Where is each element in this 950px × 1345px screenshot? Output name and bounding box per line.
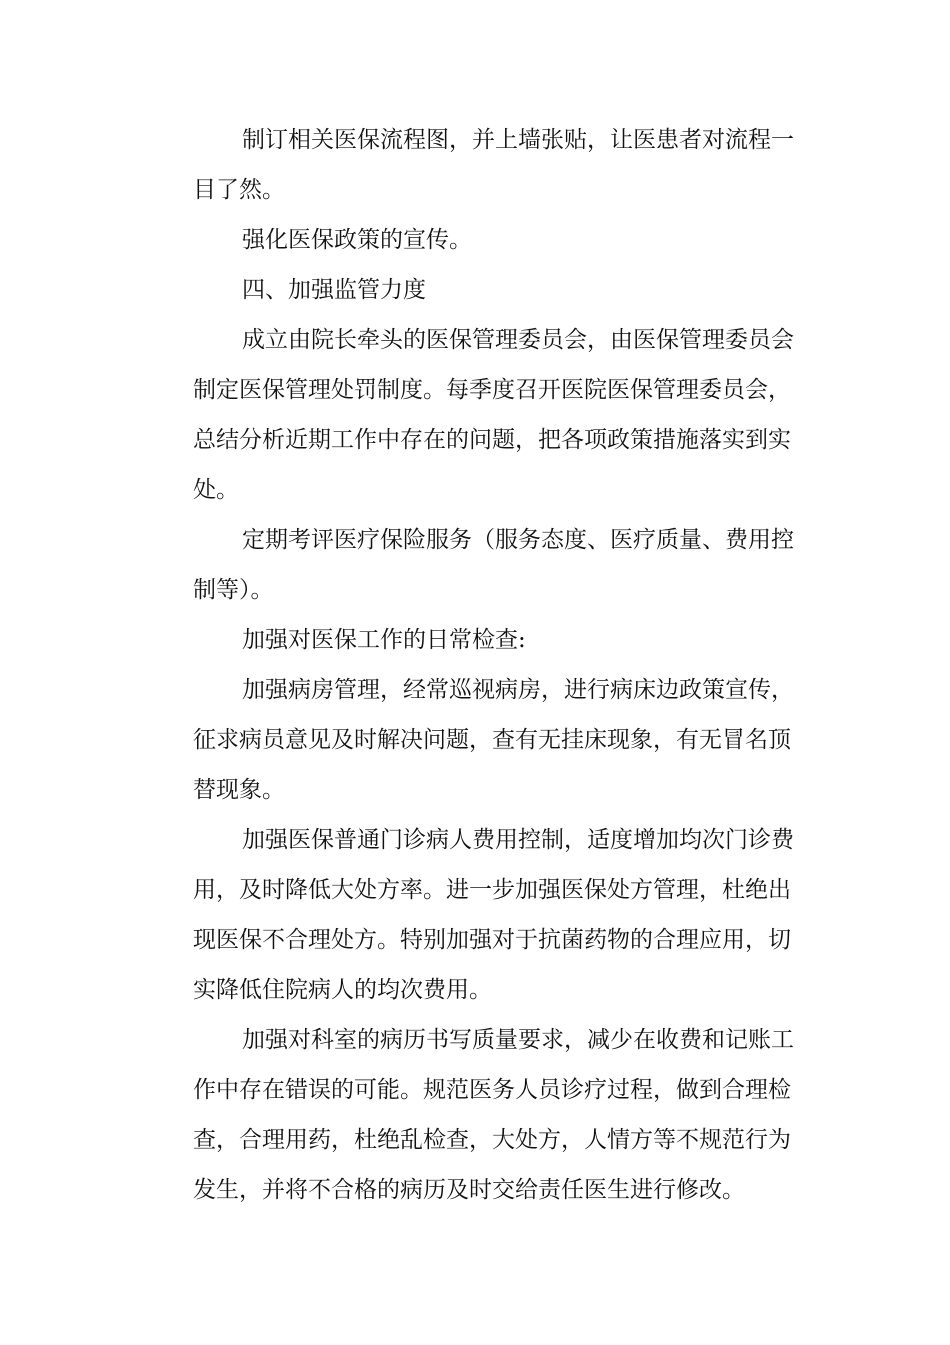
text-line: 强化医保政策的宣传。 [242,227,472,253]
paragraph-medical-records [144,1015,794,1215]
paragraph-evaluation [144,515,794,615]
section-heading [144,265,752,315]
text-line: 现医保不合理处方。特别加强对于抗菌药物的合理应用，切 [193,927,791,953]
text-line: 成立由院长牵头的医保管理委员会，由医保管理委员会 [242,327,794,353]
paragraph-ward-management [144,665,794,815]
text-line: 制定医保管理处罚制度。每季度召开医院医保管理委员会， [193,377,791,403]
text-line: 目了然。 [193,177,285,203]
paragraph-daily-inspection [144,615,752,665]
text-line: 加强对医保工作的日常检查: [242,627,526,653]
text-line: 总结分析近期工作中存在的问题，把各项政策措施落实到实 [193,427,791,453]
document-body [144,115,794,1215]
text-line: 发生，并将不合格的病历及时交给责任医生进行修改。 [193,1177,745,1203]
text-line: 用，及时降低大处方率。进一步加强医保处方管理，杜绝出 [193,877,791,903]
text-line: 制订相关医保流程图，并上墙张贴，让医患者对流程一 [242,127,794,153]
text-line: 制等）。 [193,577,274,603]
paragraph-flowchart [144,115,794,215]
text-line: 查，合理用药，杜绝乱检查，大处方，人情方等不规范行为 [193,1127,791,1153]
text-line: 实降低住院病人的均次费用。 [193,977,492,1003]
text-line: 作中存在错误的可能。规范医务人员诊疗过程，做到合理检 [193,1077,791,1103]
heading-text: 四、加强监管力度 [242,277,426,303]
text-line: 加强病房管理，经常巡视病房，进行病床边政策宣传， [242,677,794,703]
text-line: 加强医保普通门诊病人费用控制，适度增加均次门诊费 [242,827,794,853]
text-line: 加强对科室的病历书写质量要求，减少在收费和记账工 [242,1027,794,1053]
paragraph-outpatient-cost [144,815,794,1015]
text-line: 替现象。 [193,777,285,803]
text-line: 征求病员意见及时解决问题，查有无挂床现象，有无冒名顶 [193,727,791,753]
paragraph-policy-promotion [144,215,752,265]
text-line: 处。 [193,477,239,503]
text-line: 定期考评医疗保险服务（服务态度、医疗质量、费用控 [242,527,794,553]
paragraph-committee [144,315,794,515]
